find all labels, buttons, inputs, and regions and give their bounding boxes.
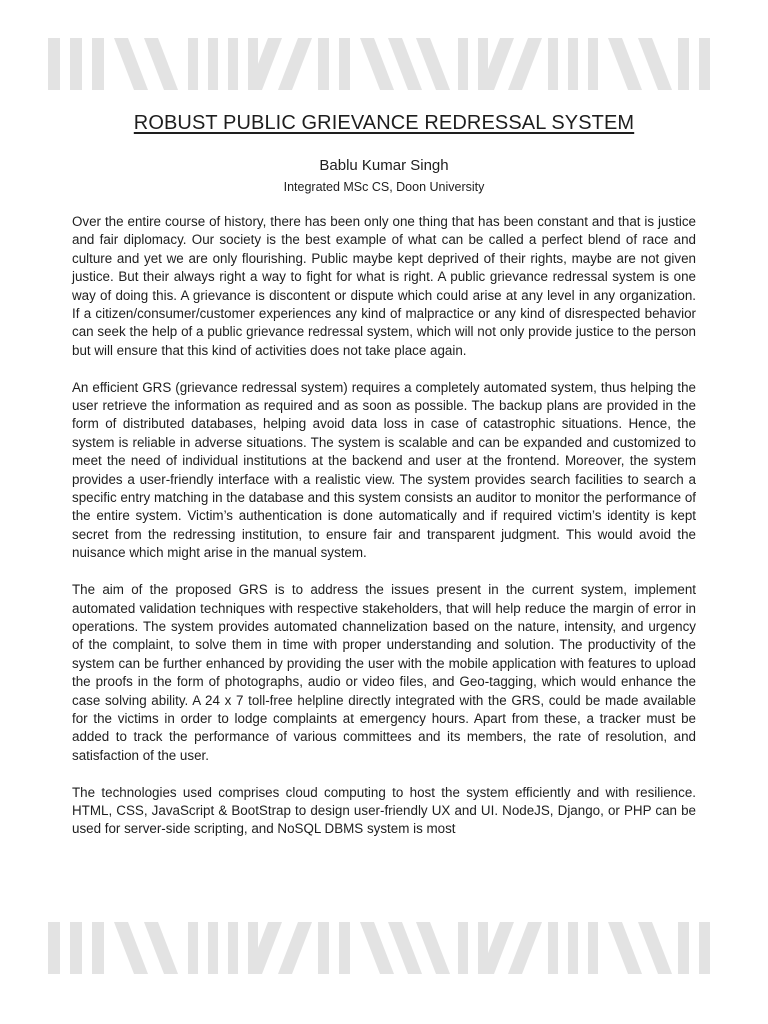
body-paragraph: The technologies used comprises cloud computing to host the system efficiently and with resilience. HTML, CSS, JavaScript & BootStrap to design user-friendly UX and UI. NodeJS, Django, or PHP can be used for server-side scripting, and NoSQL DBMS system is most — [72, 784, 696, 837]
document-body — [72, 213, 696, 839]
body-paragraph: Over the entire course of history, there has been only one thing that has been constant and that is justice and fair diplomacy. Our society is the best example of what can be called a perfect blend of race and culture and yet we are only flourishing. Public maybe kept deprived of their rights, maybe are not given justice. But their always right a way to fight for what is right. A public grievance redressal system is one way of doing this. A grievance is discontent or dispute which could arise at any level in any organization. If a citizen/consumer/customer experiences any kind of malpractice or any kind of disrespected behavior can seek the help of a public grievance redressal system, which will not only provide justice to the person but will ensure that this kind of activities does not take place again. — [72, 214, 696, 358]
body-paragraph: An efficient GRS (grievance redressal system) requires a completely automated system, thus helping the user retrieve the information as required and as soon as possible. The backup plans are provided in the form of distributed databases, helping avoid data loss in case of catastrophic situations. Hence, the system is reliable in adverse situations. The system is scalable and can be expanded and customized to meet the need of individual institutions at the backend and user at the frontend. Moreover, the system provides a user-friendly interface with a realistic view. The system provides search facilities to search a specific entry matching in the database and this system consists an auditor to monitor the performance of the entire system. Victim’s authentication is done automatically and if required victim’s identity is kept secret from the redressing institution, to ensure fair and transparent judgment. This would avoid the nuisance which might arise in the manual system. — [72, 379, 696, 561]
body-paragraph: The aim of the proposed GRS is to address the issues present in the current system, implement automated validation techniques with respective stakeholders, that will help reduce the margin of error in operations. The system provides automated channelization based on the nature, intensity, and urgency of the complaint, to solve them in time with proper understanding and solution. The productivity of the system can be further enhanced by providing the user with the mobile application with features to upload the proofs in the form of photographs, audio or video files, and Geo-tagging, which would enhance the case solving ability. A 24 x 7 toll-free helpline directly integrated with the GRS, could be made available for the victims in order to lodge complaints at emergency hours. Apart from these, a tracker must be added to track the performance of various committees and its members, the rate of resolution, and satisfaction of the user. — [72, 582, 696, 763]
top-decorative-band — [48, 38, 720, 90]
author-name: Bablu Kumar Singh — [319, 157, 449, 174]
stripe-pattern-icon — [48, 38, 720, 90]
stripe-pattern-icon — [48, 922, 720, 974]
bottom-decorative-band — [48, 922, 720, 974]
page-title: ROBUST PUBLIC GRIEVANCE REDRESSAL SYSTEM — [133, 112, 635, 134]
author-affiliation: Integrated MSc CS, Doon University — [283, 180, 485, 194]
